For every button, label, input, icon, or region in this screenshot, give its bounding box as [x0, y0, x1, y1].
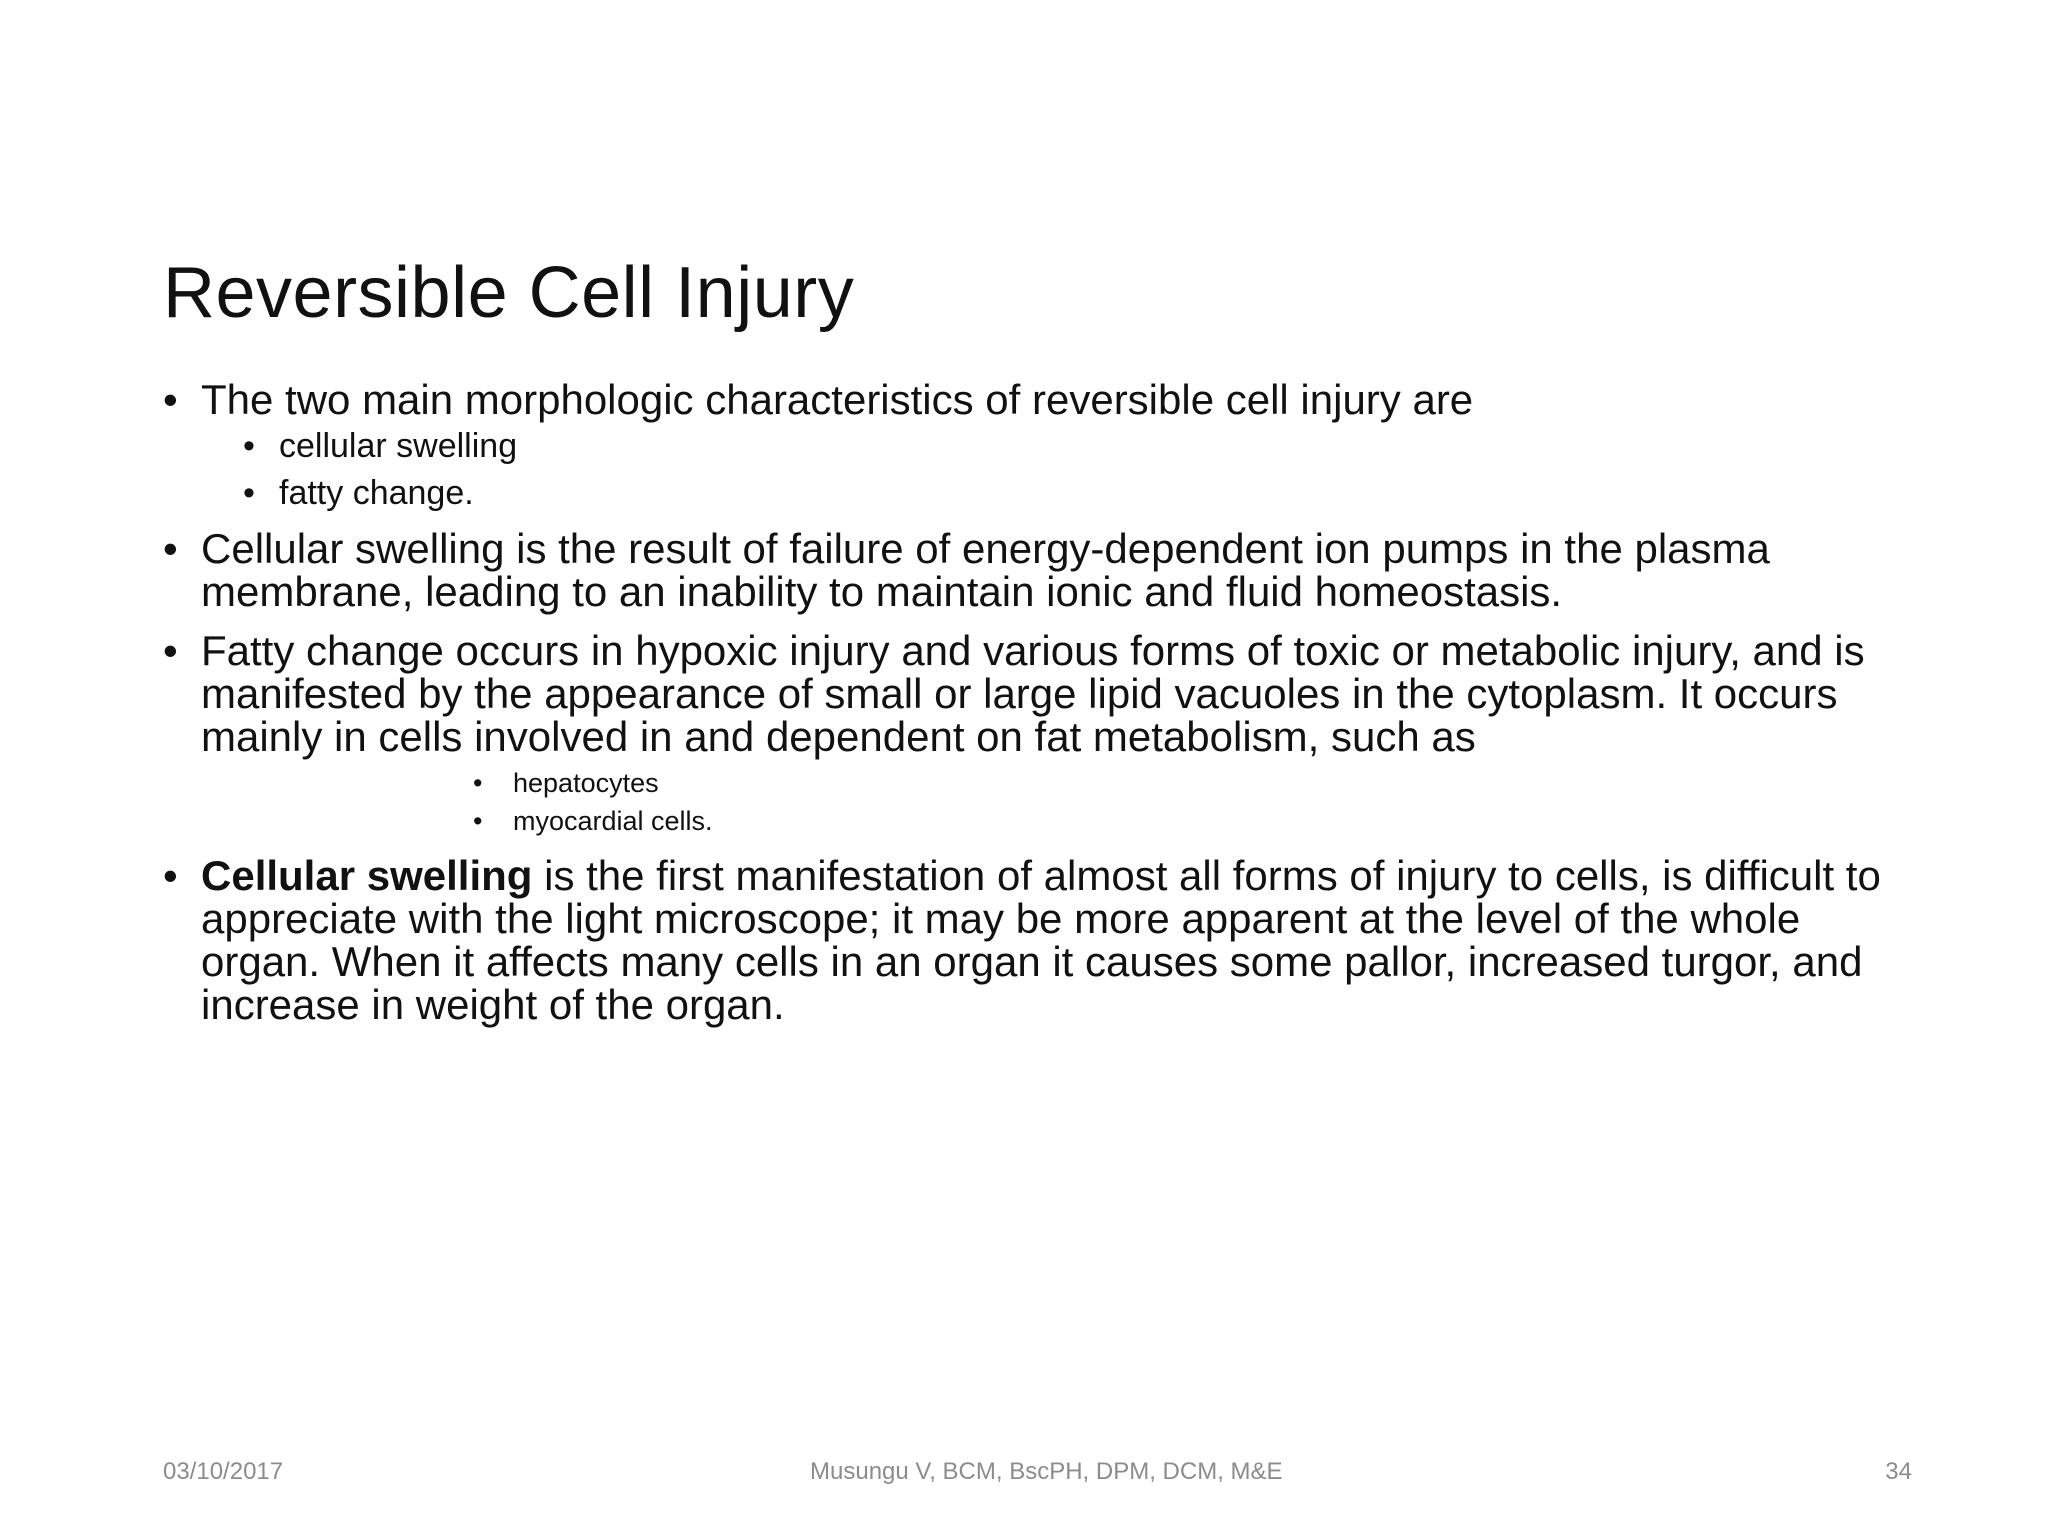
sub-bullet-text: hepatocytes: [513, 768, 659, 798]
bullet-item: [163, 629, 1923, 758]
sub-bullet-item: [163, 423, 1923, 470]
sub-bullet-text: fatty change.: [279, 474, 474, 512]
bullet-text: is the first manifestation of almost all forms of injury to cells, is difficult to appreciate with the light microscope; it may be more apparent at the level of the whole organ. When it affects many cells in an organ it causes some pallor, increased turgor, and increase in weight of the organ.: [201, 852, 1881, 1028]
sub-bullet-list: [163, 764, 1923, 840]
bullet-icon: •: [163, 852, 178, 899]
bullet-item: [163, 378, 1923, 421]
bullet-text: Fatty change occurs in hypoxic injury and various forms of toxic or metabolic injury, and is manifested by the appearance of small or large lipid vacuoles in the cytoplasm. It occurs mainly in cells involved in and dependent on fat metabolism, such as: [201, 627, 1865, 760]
bullet-item: [163, 854, 1923, 1026]
bullet-text: Cellular swelling is the result of failure of energy-dependent ion pumps in the plasma membrane, leading to an inability to maintain ionic and fluid homeostasis.: [201, 525, 1770, 615]
sub-bullet-text: myocardial cells.: [513, 806, 713, 836]
footer-date: 03/10/2017: [163, 1458, 284, 1485]
bullet-icon: •: [473, 768, 483, 798]
bullet-icon: •: [163, 376, 178, 423]
sub-bullet-item: [163, 764, 1923, 802]
bullet-icon: •: [163, 525, 178, 572]
bullet-icon: •: [473, 806, 483, 836]
sub-bullet-item: [163, 802, 1923, 840]
bullet-icon: •: [243, 427, 255, 465]
bullet-item: [163, 527, 1923, 613]
footer-page-number: 34: [1885, 1458, 1912, 1485]
bullet-icon: •: [243, 474, 255, 512]
bullet-text: The two main morphologic characteristics of reversible cell injury are: [201, 376, 1474, 423]
footer-author: Musungu V, BCM, BscPH, DPM, DCM, M&E: [810, 1458, 1283, 1485]
sub-bullet-item: [163, 470, 1923, 517]
slide-title: Reversible Cell Injury: [163, 253, 855, 333]
sub-bullet-text: cellular swelling: [279, 427, 518, 465]
bold-term: Cellular swelling: [201, 852, 533, 899]
slide-body: [163, 378, 1923, 1042]
bullet-icon: •: [163, 627, 178, 674]
sub-bullet-list: [163, 423, 1923, 517]
